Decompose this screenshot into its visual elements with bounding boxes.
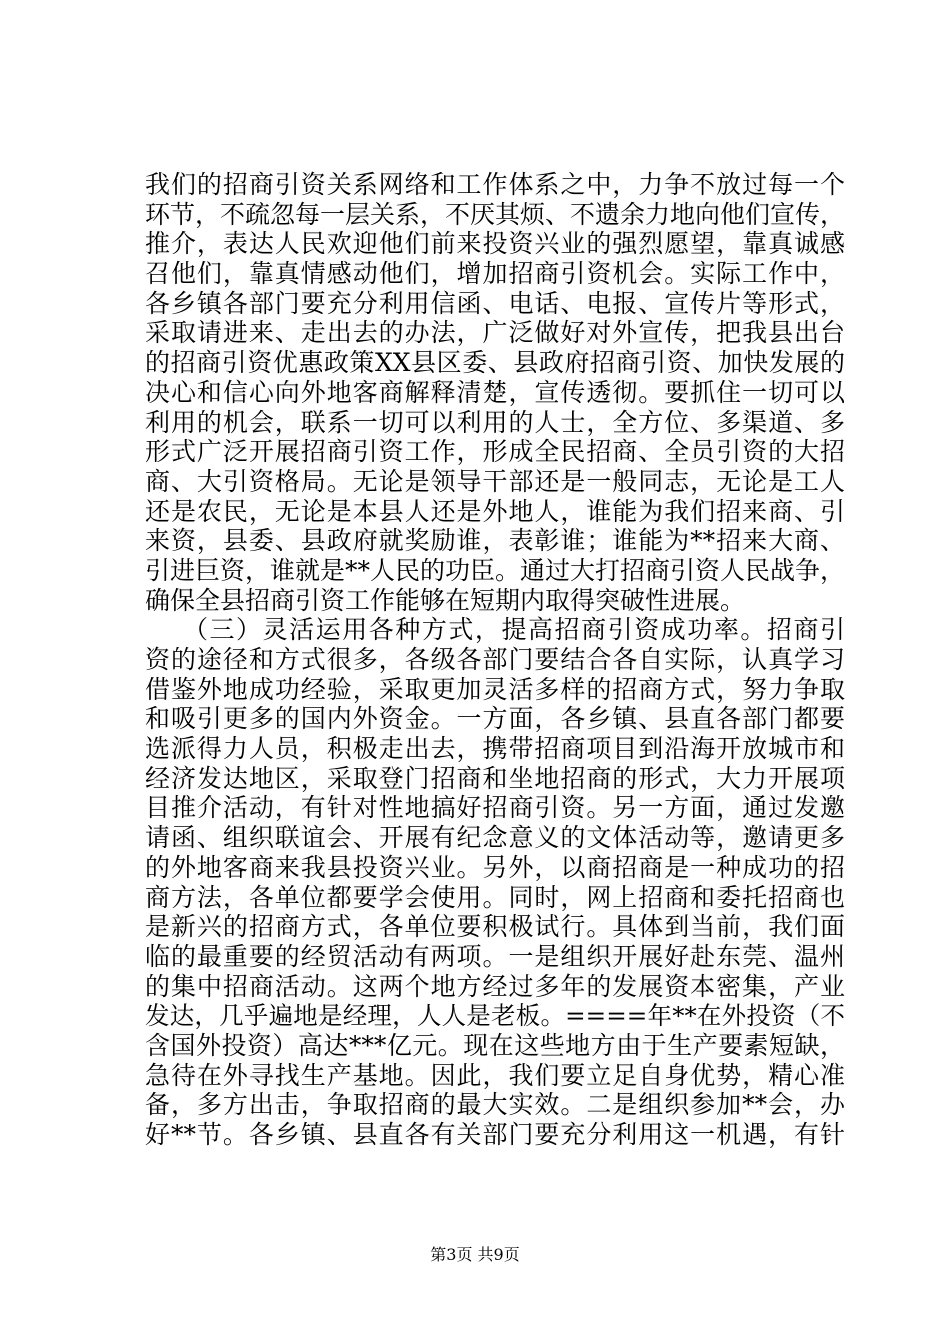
text-line: 商方法，各单位都要学会使用。同时，网上招商和委托招商也	[145, 882, 845, 912]
text-line: 请函、组织联谊会、开展有纪念意义的文体活动等，邀请更多	[145, 823, 845, 853]
text-line: 的外地客商来我县投资兴业。另外，以商招商是一种成功的招	[145, 852, 845, 882]
text-line: 的集中招商活动。这两个地方经过多年的发展资本密集，产业	[145, 971, 845, 1001]
text-line: 采取请进来、走出去的办法，广泛做好对外宣传，把我县出台	[145, 318, 845, 348]
text-line: 决心和信心向外地客商解释清楚，宣传透彻。要抓住一切可以	[145, 377, 845, 407]
text-line: 来资，县委、县政府就奖励谁，表彰谁；谁能为**招来大商、	[145, 526, 845, 556]
section-heading-line: （三）灵活运用各种方式，提高招商引资成功率。招商引	[145, 615, 845, 645]
text-line: 的招商引资优惠政策XX县区委、县政府招商引资、加快发展的	[145, 348, 845, 378]
text-line: 利用的机会，联系一切可以利用的人士，全方位、多渠道、多	[145, 407, 845, 437]
text-line: 各乡镇各部门要充分利用信函、电话、电报、宣传片等形式，	[145, 288, 845, 318]
text-line: 选派得力人员，积极走出去，携带招商项目到沿海开放城市和	[145, 734, 845, 764]
text-line: 形式广泛开展招商引资工作，形成全民招商、全员引资的大招	[145, 437, 845, 467]
text-line: 环节，不疏忽每一层关系，不厌其烦、不遗余力地向他们宣传，	[145, 199, 846, 229]
text-line: 借鉴外地成功经验，采取更加灵活多样的招商方式，努力争取	[145, 674, 845, 704]
page-number-footer: 第3页 共9页	[430, 1245, 520, 1264]
text-line: 推介，表达人民欢迎他们前来投资兴业的强烈愿望，靠真诚感	[145, 229, 845, 259]
text-line: 急待在外寻找生产基地。因此，我们要立足自身优势，精心准	[145, 1060, 845, 1090]
text-line: 备，多方出击，争取招商的最大实效。二是组织参加**会，办	[145, 1090, 845, 1120]
text-line: 好**节。各乡镇、县直各有关部门要充分利用这一机遇，有针	[145, 1120, 845, 1149]
text-line: 含国外投资）高达***亿元。现在这些地方由于生产要素短缺，	[145, 1030, 845, 1060]
text-line: 和吸引更多的国内外资金。一方面，各乡镇、县直各部门都要	[145, 704, 845, 734]
text-line: 商、大引资格局。无论是领导干部还是一般同志，无论是工人	[145, 466, 845, 496]
text-line: 临的最重要的经贸活动有两项。一是组织开展好赴东莞、温州	[145, 941, 845, 971]
text-line: 我们的招商引资关系网络和工作体系之中，力争不放过每一个	[145, 170, 845, 199]
paragraph-end-line: 确保全县招商引资工作能够在短期内取得突破性进展。	[145, 585, 746, 615]
text-line: 目推介活动，有针对性地搞好招商引资。另一方面，通过发邀	[145, 793, 845, 823]
text-line: 经济发达地区，采取登门招商和坐地招商的形式，大力开展项	[145, 763, 845, 793]
text-line: 是新兴的招商方式，各单位要积极试行。具体到当前，我们面	[145, 912, 845, 942]
text-line: 引进巨资，谁就是**人民的功臣。通过大打招商引资人民战争，	[145, 555, 846, 585]
text-line: 发达，几乎遍地是经理，人人是老板。====年**在外投资（不	[145, 1001, 845, 1031]
text-line: 资的途径和方式很多，各级各部门要结合各自实际，认真学习	[145, 645, 845, 674]
text-line: 召他们，靠真情感动他们，增加招商引资机会。实际工作中，	[145, 259, 845, 289]
body-text	[145, 170, 845, 1150]
text-line: 还是农民，无论是本县人还是外地人，谁能为我们招来商、引	[145, 496, 845, 526]
